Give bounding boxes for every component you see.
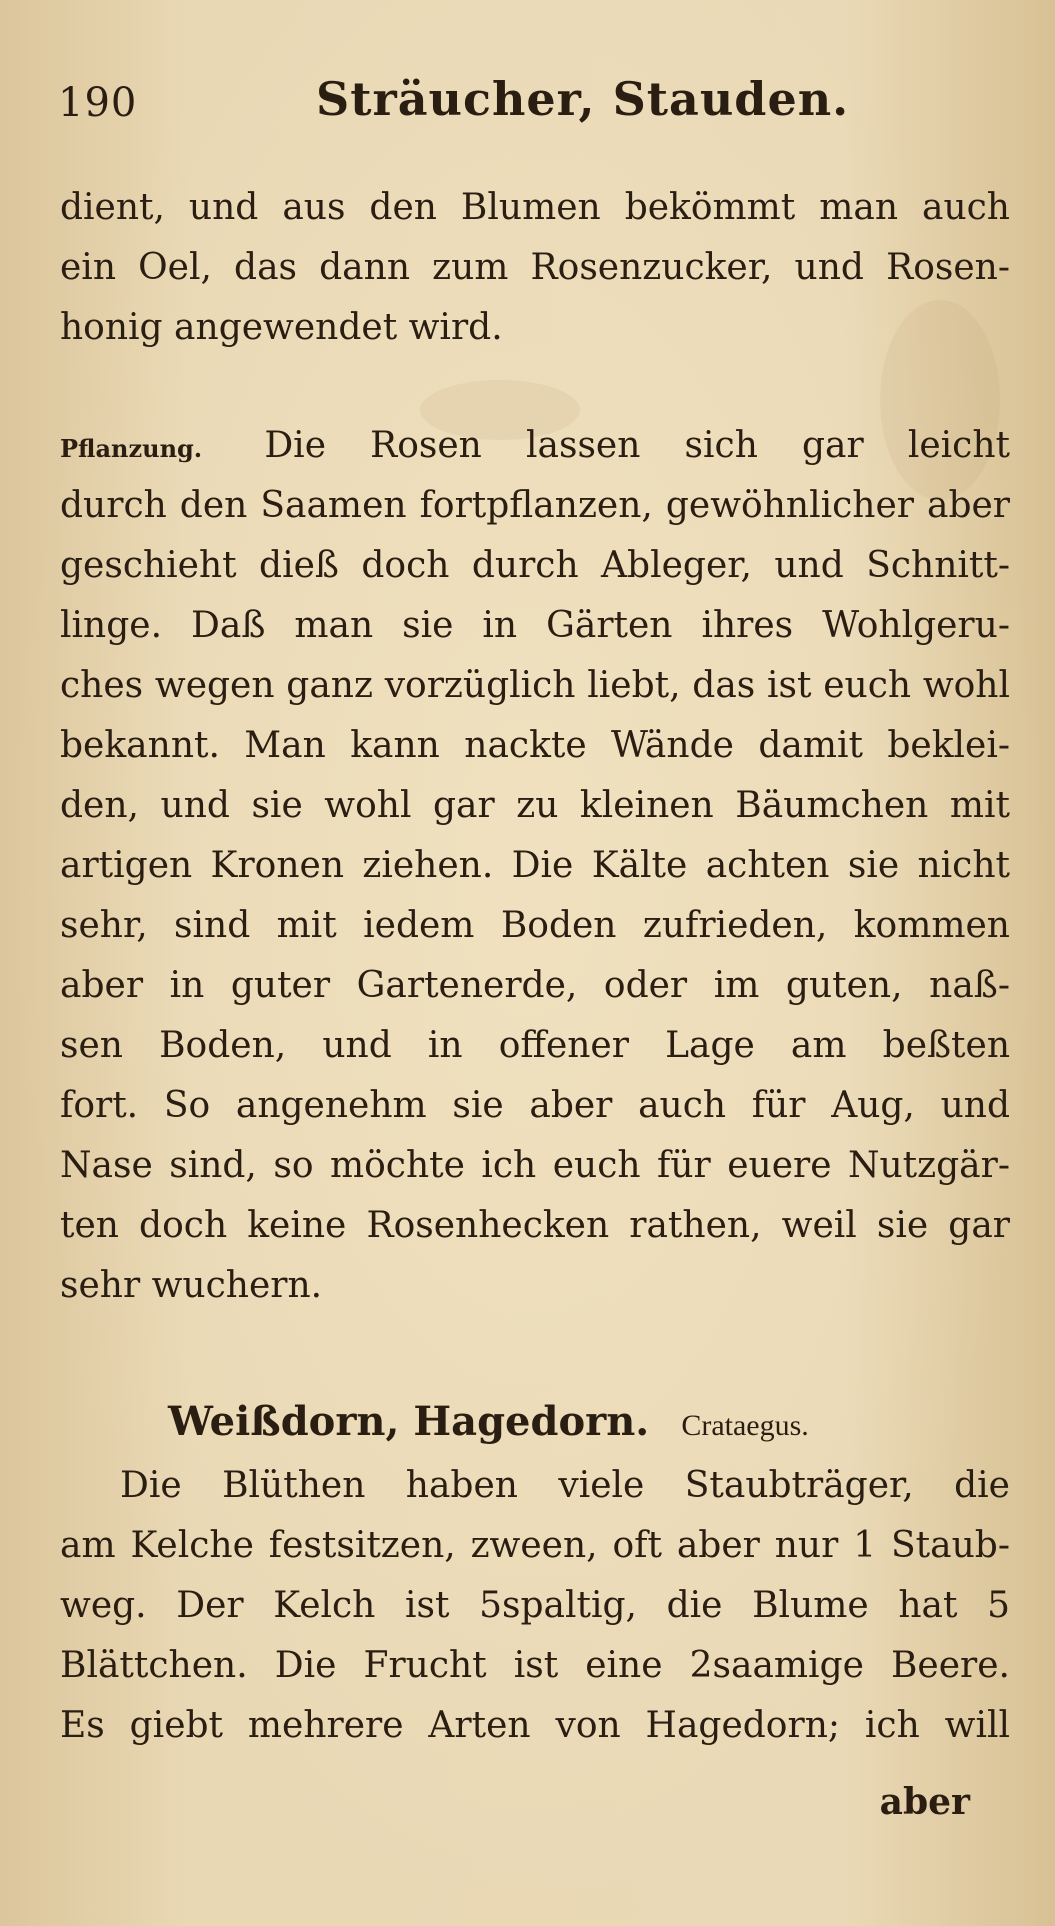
text-line: weg. Der Kelch ist 5spaltig, die Blume hat 5	[60, 1585, 1010, 1626]
section-title-german: Weißdorn, Hagedorn.	[168, 1398, 650, 1445]
text-line: sehr wuchern.	[60, 1265, 323, 1306]
paragraph-3	[60, 1456, 1010, 1756]
section-heading	[168, 1392, 968, 1452]
text-line: ein Oel, das dann zum Rosenzucker, und Rosen-	[60, 247, 1010, 288]
text-line-content: Die Rosen lassen sich gar leicht	[264, 425, 1010, 466]
text-line: geschieht dieß doch durch Ableger, und Schnitt-	[60, 545, 1010, 586]
page-header	[58, 62, 1018, 132]
running-title: Sträucher, Stauden.	[316, 72, 850, 126]
text-line: dient, und aus den Blumen bekömmt man auch	[60, 187, 1010, 228]
text-line: aber in guter Gartenerde, oder im guten, naß-	[60, 965, 1010, 1006]
text-line: fort. So angenehm sie aber auch für Aug, und	[60, 1085, 1010, 1126]
paragraph-2	[60, 416, 1010, 1316]
page-number: 190	[58, 80, 138, 126]
text-line: Nase sind, so möchte ich euch für euere Nutzgär-	[60, 1145, 1010, 1186]
text-line: am Kelche festsitzen, zween, oft aber nur 1 Staub-	[60, 1525, 1010, 1566]
text-line: Es giebt mehrere Arten von Hagedorn; ich will	[60, 1705, 1010, 1746]
text-line: honig angewendet wird.	[60, 307, 503, 348]
text-line: ches wegen ganz vorzüglich liebt, das ist euch wohl	[60, 665, 1010, 706]
paragraph-1	[60, 178, 1010, 358]
text-line: sehr, sind mit iedem Boden zufrieden, kommen	[60, 905, 1010, 946]
text-line: bekannt. Man kann nackte Wände damit beklei-	[60, 725, 1010, 766]
section-title-latin: Crataegus.	[681, 1409, 809, 1442]
text-line: Blättchen. Die Frucht ist eine 2saamige Beere.	[60, 1645, 1010, 1686]
marginal-heading: Pflanzung.	[60, 434, 203, 463]
text-line: den, und sie wohl gar zu kleinen Bäumchen mit	[60, 785, 1010, 826]
text-line: durch den Saamen fortpflanzen, gewöhnlicher aber	[60, 485, 1010, 526]
catchword: aber	[879, 1781, 970, 1823]
text-line: artigen Kronen ziehen. Die Kälte achten sie nicht	[60, 845, 1010, 886]
text-line: linge. Daß man sie in Gärten ihres Wohlgeru-	[60, 605, 1010, 646]
text-line: ten doch keine Rosenhecken rathen, weil sie gar	[60, 1205, 1010, 1246]
text-line: Die Blüthen haben viele Staubträger, die	[120, 1465, 1010, 1506]
text-line	[60, 416, 1010, 476]
text-line: sen Boden, und in offener Lage am beßten	[60, 1025, 1010, 1066]
